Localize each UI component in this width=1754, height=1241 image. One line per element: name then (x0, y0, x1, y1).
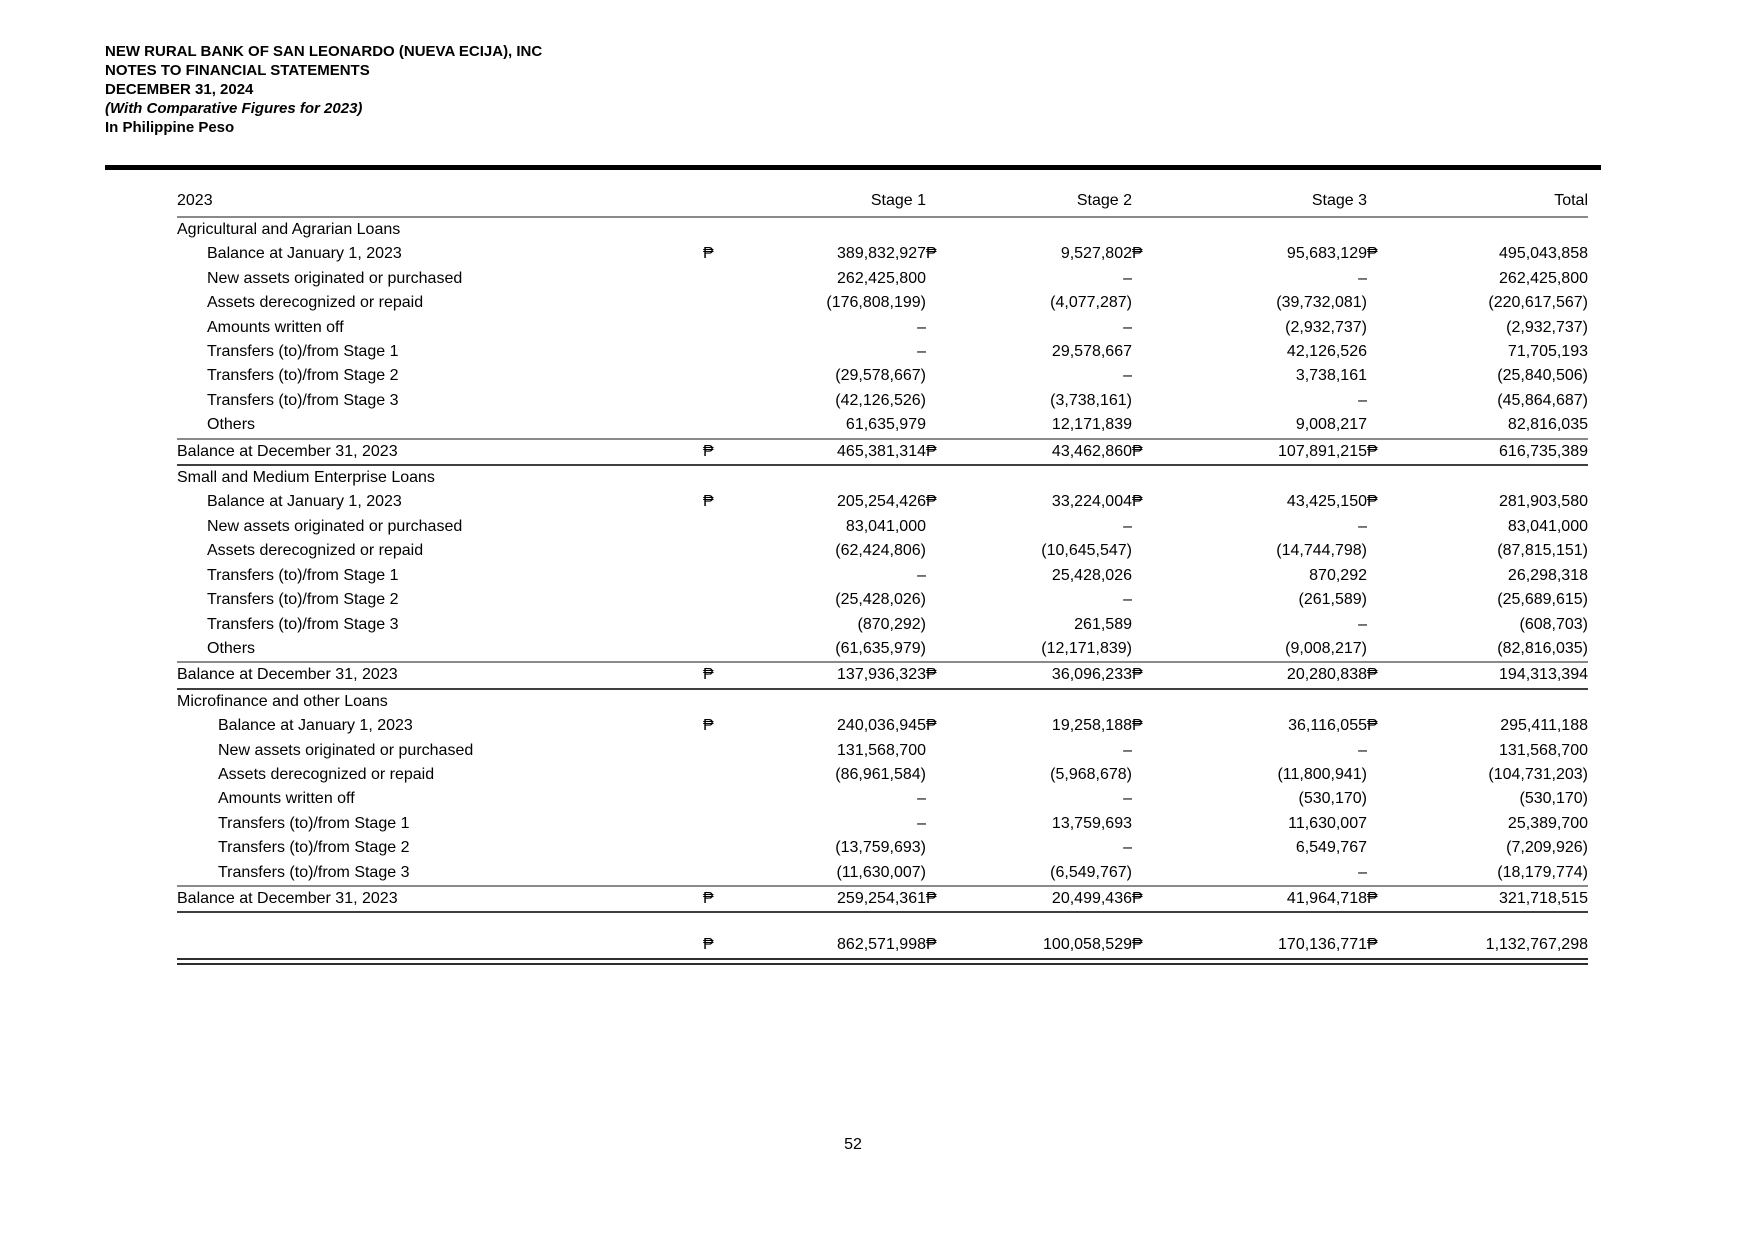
loan-row (177, 836, 1588, 860)
peso-sign (926, 637, 958, 662)
amount-cell: 43,425,150 (1286, 493, 1367, 511)
amount-cell: (25,428,026) (835, 591, 926, 609)
loan-row (177, 812, 1588, 836)
amount-cell: (6,549,767) (958, 861, 1132, 886)
amount-cell: 20,499,436 (958, 886, 1132, 912)
amount-cell: 131,568,700 (837, 741, 926, 759)
amount-cell: (29,578,667) (835, 367, 926, 385)
row-label: Others (177, 413, 703, 438)
amount-cell: 262,425,800 (1499, 269, 1588, 287)
row-label: Others (177, 637, 703, 662)
loan-row (177, 490, 1588, 514)
amount-cell: 862,571,998 (733, 933, 926, 961)
row-label: New assets originated or purchased (207, 517, 463, 535)
loan-row (177, 588, 1588, 612)
amount-cell: (11,800,941) (1277, 765, 1367, 783)
amount-cell: (12,171,839) (958, 637, 1132, 662)
amount-cell: 9,527,802 (1060, 245, 1132, 263)
peso-sign (1367, 364, 1403, 388)
peso-sign: ₱ (703, 886, 733, 912)
peso-sign (926, 515, 958, 539)
spacer-cell (1132, 183, 1168, 217)
peso-sign (926, 340, 958, 364)
amount-cell: (18,179,774) (1403, 861, 1588, 886)
spacer-cell (1367, 183, 1403, 217)
amount-cell: 95,683,129 (1286, 245, 1367, 263)
peso-sign (926, 812, 958, 836)
row-label: Transfers (to)/from Stage 3 (207, 615, 399, 633)
amount-cell: 13,759,693 (1051, 814, 1132, 832)
currency-note: In Philippine Peso (105, 119, 235, 136)
amount-cell: 259,254,361 (733, 886, 926, 912)
peso-sign: ₱ (1367, 493, 1378, 511)
peso-sign (1132, 787, 1168, 811)
peso-sign (926, 763, 958, 787)
amount-cell: 194,313,394 (1403, 662, 1588, 688)
peso-sign: ₱ (1132, 717, 1143, 735)
peso-sign (703, 564, 733, 588)
amount-cell: 36,116,055 (1288, 717, 1367, 735)
amount-cell: – (1358, 517, 1367, 535)
amount-cell: (10,645,547) (1041, 542, 1132, 560)
amount-cell: – (1123, 318, 1132, 336)
amount-cell: (530,170) (1298, 790, 1367, 808)
amount-cell: (220,617,567) (1488, 294, 1588, 312)
loan-row (177, 316, 1588, 340)
row-label: New assets originated or purchased (218, 741, 474, 759)
peso-sign: ₱ (1367, 662, 1403, 688)
peso-sign (1132, 539, 1168, 563)
amount-cell: 26,298,318 (1507, 566, 1588, 584)
amount-cell: (530,170) (1519, 790, 1588, 808)
peso-sign (926, 836, 958, 860)
peso-sign: ₱ (703, 439, 733, 465)
peso-sign (1367, 613, 1403, 637)
section-title-row (177, 689, 1588, 714)
amount-cell: – (917, 318, 926, 336)
col-header-total: Total (1403, 183, 1588, 217)
peso-sign (926, 389, 958, 413)
document-header (105, 42, 542, 137)
peso-sign (926, 364, 958, 388)
amount-cell: 19,258,188 (1051, 717, 1132, 735)
row-label: Assets derecognized or repaid (207, 294, 424, 312)
peso-sign (1132, 861, 1168, 886)
row-label: Transfers (to)/from Stage 1 (218, 814, 410, 832)
peso-sign (1132, 564, 1168, 588)
peso-sign (926, 316, 958, 340)
amount-cell: (82,816,035) (1403, 637, 1588, 662)
peso-sign (1132, 588, 1168, 612)
loan-row (177, 291, 1588, 315)
amount-cell: 107,891,215 (1168, 439, 1367, 465)
amount-cell: (870,292) (857, 615, 926, 633)
peso-sign (1367, 389, 1403, 413)
peso-sign (1132, 291, 1168, 315)
amount-cell: 389,832,927 (837, 245, 926, 263)
row-label: Transfers (to)/from Stage 1 (207, 343, 399, 361)
spacer-cell (703, 183, 733, 217)
peso-sign: ₱ (703, 717, 714, 735)
loan-row (177, 739, 1588, 763)
amount-cell: – (917, 566, 926, 584)
peso-sign (1132, 316, 1168, 340)
amount-cell: (104,731,203) (1488, 765, 1588, 783)
peso-sign (1367, 787, 1403, 811)
amount-cell: (5,968,678) (1050, 765, 1132, 783)
grand-total-row (177, 933, 1588, 961)
amount-cell: 25,389,700 (1507, 814, 1588, 832)
peso-sign: ₱ (1132, 493, 1143, 511)
peso-sign (926, 588, 958, 612)
amount-cell: – (1358, 741, 1367, 759)
amount-cell: 20,280,838 (1168, 662, 1367, 688)
peso-sign: ₱ (703, 662, 733, 688)
table-header-row (177, 183, 1588, 217)
amount-cell: – (1123, 517, 1132, 535)
peso-sign (1367, 763, 1403, 787)
bank-name: NEW RURAL BANK OF SAN LEONARDO (NUEVA ECIJA), INC (105, 43, 543, 60)
spacer-cell (177, 912, 1588, 933)
peso-sign: ₱ (926, 933, 958, 961)
amount-cell: (261,589) (1298, 591, 1367, 609)
peso-sign (1132, 739, 1168, 763)
peso-sign (703, 861, 733, 886)
amount-cell: – (917, 790, 926, 808)
peso-sign: ₱ (1367, 717, 1378, 735)
amount-cell: 100,058,529 (958, 933, 1132, 961)
peso-sign (703, 291, 733, 315)
loan-row (177, 564, 1588, 588)
peso-sign: ₱ (926, 493, 937, 511)
balance-row (177, 662, 1588, 688)
peso-sign: ₱ (703, 493, 714, 511)
peso-sign (1367, 340, 1403, 364)
row-label: Assets derecognized or repaid (218, 765, 435, 783)
peso-sign (703, 787, 733, 811)
peso-sign (1367, 812, 1403, 836)
row-label: Balance at December 31, 2023 (177, 886, 703, 912)
loan-row (177, 389, 1588, 413)
amount-cell: 42,126,526 (1286, 343, 1367, 361)
amount-cell: 616,735,389 (1403, 439, 1588, 465)
loan-stages-table (177, 183, 1588, 965)
document-title: NOTES TO FINANCIAL STATEMENTS (105, 62, 370, 79)
loan-table-body (177, 217, 1588, 961)
amount-cell: 71,705,193 (1507, 343, 1588, 361)
amount-cell: 281,903,580 (1499, 493, 1588, 511)
amount-cell: – (1123, 591, 1132, 609)
amount-cell: – (917, 343, 926, 361)
peso-sign (703, 389, 733, 413)
amount-cell: – (1123, 790, 1132, 808)
amount-cell: (3,738,161) (1050, 391, 1132, 409)
row-label: Balance at December 31, 2023 (177, 439, 703, 465)
peso-sign (1132, 413, 1168, 438)
peso-sign (926, 413, 958, 438)
peso-sign (926, 564, 958, 588)
peso-sign (703, 637, 733, 662)
amount-cell: 1,132,767,298 (1403, 933, 1588, 961)
peso-sign: ₱ (1132, 662, 1168, 688)
peso-sign (1132, 613, 1168, 637)
peso-sign (1367, 267, 1403, 291)
peso-sign (926, 787, 958, 811)
amount-cell: – (1123, 269, 1132, 287)
row-label: Transfers (to)/from Stage 2 (207, 591, 399, 609)
amount-cell: (42,126,526) (835, 391, 926, 409)
peso-sign: ₱ (1132, 933, 1168, 961)
peso-sign (703, 739, 733, 763)
amount-cell: (2,932,737) (1506, 318, 1588, 336)
peso-sign (1367, 861, 1403, 886)
peso-sign: ₱ (926, 245, 937, 263)
loan-row (177, 763, 1588, 787)
amount-cell: 137,936,323 (733, 662, 926, 688)
amount-cell: 33,224,004 (1051, 493, 1132, 511)
amount-cell: 61,635,979 (733, 413, 926, 438)
peso-sign (1132, 812, 1168, 836)
peso-sign (703, 340, 733, 364)
amount-cell: (11,630,007) (733, 861, 926, 886)
amount-cell: 131,568,700 (1499, 741, 1588, 759)
amount-cell: 3,738,161 (1295, 367, 1367, 385)
row-label: Transfers (to)/from Stage 3 (207, 391, 399, 409)
peso-sign (926, 267, 958, 291)
peso-sign (926, 861, 958, 886)
page-number: 52 (844, 1136, 862, 1153)
amount-cell: 83,041,000 (845, 517, 926, 535)
amount-cell: 41,964,718 (1168, 886, 1367, 912)
peso-sign: ₱ (926, 717, 937, 735)
amount-cell: 36,096,233 (958, 662, 1132, 688)
peso-sign: ₱ (1132, 245, 1143, 263)
row-label: Amounts written off (218, 790, 355, 808)
peso-sign: ₱ (926, 886, 958, 912)
peso-sign (1367, 637, 1403, 662)
amount-cell: 12,171,839 (958, 413, 1132, 438)
peso-sign (1132, 364, 1168, 388)
col-header-stage1: Stage 1 (733, 183, 926, 217)
peso-sign (1132, 389, 1168, 413)
peso-sign: ₱ (1367, 245, 1378, 263)
peso-sign (703, 364, 733, 388)
loan-row (177, 413, 1588, 438)
peso-sign (703, 812, 733, 836)
amount-cell: 465,381,314 (733, 439, 926, 465)
amount-cell: – (1123, 367, 1132, 385)
amount-cell: (87,815,151) (1497, 542, 1588, 560)
peso-sign: ₱ (1132, 439, 1168, 465)
peso-sign (1132, 763, 1168, 787)
amount-cell: 9,008,217 (1168, 413, 1367, 438)
row-label: Assets derecognized or repaid (207, 542, 424, 560)
loan-row (177, 787, 1588, 811)
amount-cell: 295,411,188 (1500, 717, 1588, 735)
amount-cell: (25,689,615) (1497, 591, 1588, 609)
peso-sign (703, 588, 733, 612)
spacer-cell (926, 183, 958, 217)
peso-sign (703, 316, 733, 340)
peso-sign (703, 267, 733, 291)
amount-cell: (608,703) (1519, 615, 1588, 633)
report-date: DECEMBER 31, 2024 (105, 81, 254, 98)
peso-sign (703, 539, 733, 563)
loan-row (177, 714, 1588, 738)
loan-row (177, 340, 1588, 364)
row-label: Transfers (to)/from Stage 2 (218, 839, 410, 857)
row-label: Balance at January 1, 2023 (218, 717, 413, 735)
amount-cell: (2,932,737) (1285, 318, 1367, 336)
amount-cell: – (1123, 741, 1132, 759)
peso-sign (926, 613, 958, 637)
loan-row (177, 364, 1588, 388)
section-title-row (177, 465, 1588, 490)
peso-sign (1132, 637, 1168, 662)
amount-cell: 83,041,000 (1507, 517, 1588, 535)
amount-cell: (25,840,506) (1497, 367, 1588, 385)
row-label: Transfers (to)/from Stage 2 (207, 367, 399, 385)
amount-cell: (7,209,926) (1506, 839, 1588, 857)
amount-cell: – (917, 814, 926, 832)
peso-sign: ₱ (1367, 439, 1403, 465)
amount-cell: – (1358, 391, 1367, 409)
amount-cell: (61,635,979) (733, 637, 926, 662)
peso-sign (1132, 836, 1168, 860)
amount-cell: 240,036,945 (837, 717, 926, 735)
amount-cell: 43,462,860 (958, 439, 1132, 465)
amount-cell: 29,578,667 (1051, 343, 1132, 361)
amount-cell: 205,254,426 (837, 493, 926, 511)
amount-cell: 25,428,026 (1051, 566, 1132, 584)
loan-row (177, 515, 1588, 539)
peso-sign (1132, 515, 1168, 539)
amount-cell: (39,732,081) (1276, 294, 1367, 312)
section-title: Agricultural and Agrarian Loans (177, 221, 401, 238)
peso-sign: ₱ (926, 662, 958, 688)
section-title: Microfinance and other Loans (177, 692, 388, 710)
peso-sign (703, 613, 733, 637)
amount-cell: – (1123, 839, 1132, 857)
amount-cell: – (1358, 269, 1367, 287)
amount-cell: 870,292 (1309, 566, 1367, 584)
amount-cell: 82,816,035 (1403, 413, 1588, 438)
peso-sign: ₱ (1367, 886, 1403, 912)
spacer-row (177, 912, 1588, 933)
peso-sign (926, 539, 958, 563)
peso-sign (1367, 588, 1403, 612)
amount-cell: 11,630,007 (1288, 814, 1367, 832)
peso-sign (926, 739, 958, 763)
row-label: Balance at December 31, 2023 (177, 662, 703, 688)
peso-sign (703, 413, 733, 438)
loan-row (177, 637, 1588, 662)
loan-row (177, 539, 1588, 563)
peso-sign: ₱ (926, 439, 958, 465)
year-label: 2023 (177, 183, 703, 217)
amount-cell: 495,043,858 (1499, 245, 1588, 263)
amount-cell: – (1168, 861, 1367, 886)
amount-cell: (86,961,584) (835, 765, 926, 783)
peso-sign (1367, 413, 1403, 438)
peso-sign (1367, 291, 1403, 315)
section-title-row (177, 217, 1588, 242)
amount-cell: (176,808,199) (826, 294, 926, 312)
balance-row (177, 886, 1588, 912)
peso-sign (926, 291, 958, 315)
balance-row (177, 439, 1588, 465)
horizontal-rule (105, 165, 1601, 170)
loan-row (177, 861, 1588, 886)
peso-sign (1367, 564, 1403, 588)
amount-cell: – (1358, 615, 1367, 633)
row-label: Transfers (to)/from Stage 1 (207, 566, 399, 584)
peso-sign: ₱ (1132, 886, 1168, 912)
peso-sign (1367, 539, 1403, 563)
row-label: Transfers (to)/from Stage 3 (177, 861, 703, 886)
amount-cell: 261,589 (1074, 615, 1132, 633)
peso-sign (703, 836, 733, 860)
peso-sign (703, 763, 733, 787)
amount-cell: 6,549,767 (1295, 839, 1367, 857)
peso-sign: ₱ (703, 245, 714, 263)
peso-sign (703, 515, 733, 539)
peso-sign: ₱ (703, 933, 733, 961)
row-label: Balance at January 1, 2023 (207, 493, 402, 511)
amount-cell: 262,425,800 (837, 269, 926, 287)
peso-sign (1132, 340, 1168, 364)
peso-sign (1367, 739, 1403, 763)
loan-row (177, 613, 1588, 637)
amount-cell: (14,744,798) (1276, 542, 1367, 560)
peso-sign (1367, 836, 1403, 860)
amount-cell: (4,077,287) (1050, 294, 1132, 312)
row-label: Amounts written off (207, 318, 344, 336)
loan-row (177, 267, 1588, 291)
row-label: Balance at January 1, 2023 (207, 245, 402, 263)
row-label: New assets originated or purchased (207, 269, 463, 287)
col-header-stage2: Stage 2 (958, 183, 1132, 217)
row-label (177, 933, 703, 961)
amount-cell: (62,424,806) (835, 542, 926, 560)
amount-cell: (45,864,687) (1497, 391, 1588, 409)
peso-sign: ₱ (1367, 933, 1403, 961)
peso-sign (1367, 316, 1403, 340)
col-header-stage3: Stage 3 (1168, 183, 1367, 217)
comparative-note: (With Comparative Figures for 2023) (105, 100, 363, 117)
loan-row (177, 242, 1588, 266)
amount-cell: (13,759,693) (835, 839, 926, 857)
peso-sign (1132, 267, 1168, 291)
amount-cell: (9,008,217) (1168, 637, 1367, 662)
amount-cell: 321,718,515 (1403, 886, 1588, 912)
peso-sign (1367, 515, 1403, 539)
section-title: Small and Medium Enterprise Loans (177, 469, 435, 487)
amount-cell: 170,136,771 (1168, 933, 1367, 961)
